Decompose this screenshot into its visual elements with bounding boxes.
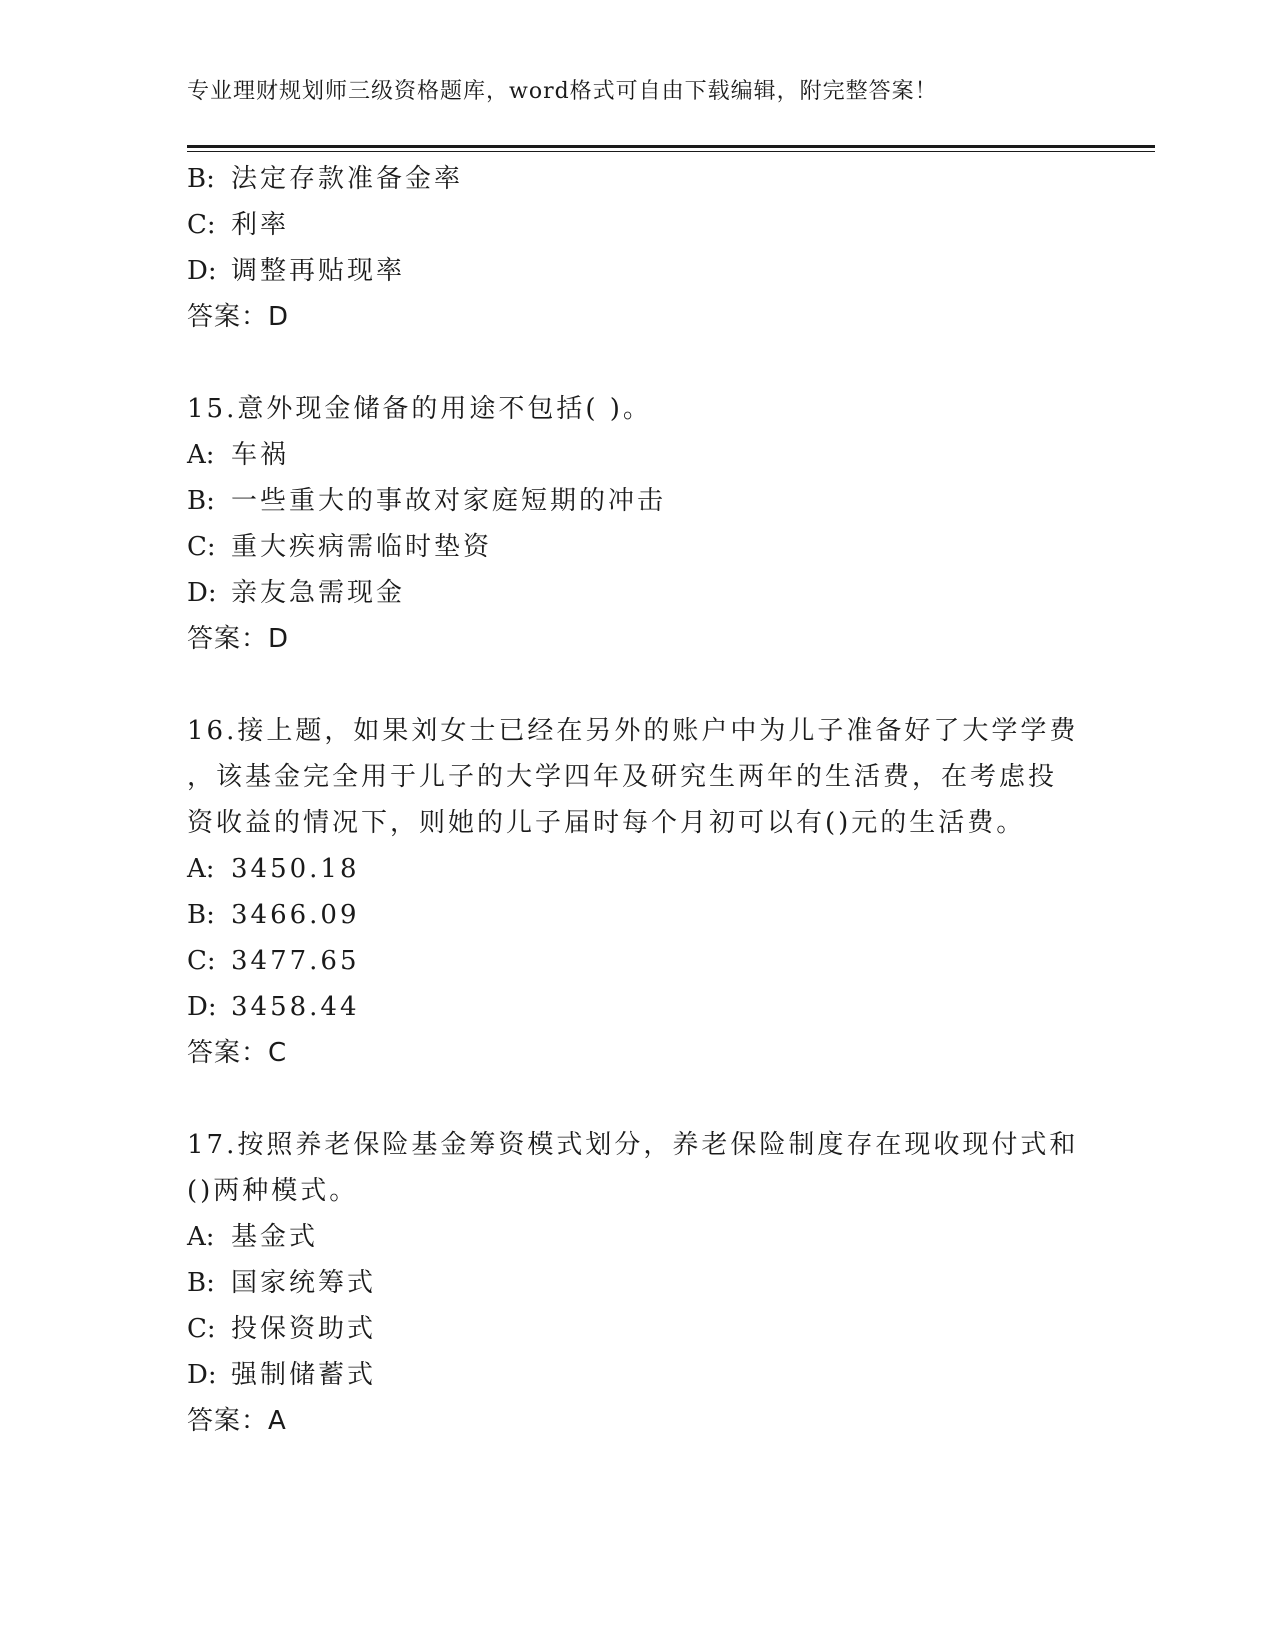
option-text: 投保资助式	[231, 1314, 377, 1344]
option-text: 3458.44	[231, 992, 360, 1022]
option-key: B:	[187, 1268, 215, 1298]
question-stem-line-2: ()两种模式。	[187, 1176, 359, 1206]
option-key: C:	[187, 1314, 216, 1344]
option-key: B:	[187, 164, 215, 194]
header-rule-thin	[187, 151, 1155, 152]
answer-line: 答案：D	[187, 624, 290, 654]
option-b	[187, 1260, 1087, 1306]
option-c	[187, 1306, 1087, 1352]
question-15	[187, 386, 1087, 662]
answer-line: 答案：C	[187, 1038, 288, 1068]
option-text: 法定存款准备金率	[231, 164, 464, 194]
option-text: 国家统筹式	[231, 1268, 377, 1298]
option-b	[187, 156, 1087, 202]
option-d	[187, 570, 1087, 616]
option-c	[187, 524, 1087, 570]
page-header: 专业理财规划师三级资格题库，word格式可自由下载编辑，附完整答案！	[187, 79, 938, 104]
option-text: 3477.65	[231, 946, 360, 976]
option-key: B:	[187, 900, 215, 930]
option-a	[187, 846, 1087, 892]
option-text: 重大疾病需临时垫资	[231, 532, 493, 562]
option-c	[187, 202, 1087, 248]
option-text: 强制储蓄式	[231, 1360, 377, 1390]
option-key: A:	[187, 1222, 215, 1252]
option-key: C:	[187, 946, 216, 976]
question-stem: 15.意外现金储备的用途不包括( )。	[187, 394, 652, 424]
option-text: 基金式	[231, 1222, 319, 1252]
question-stem-line-2: ，该基金完全用于儿子的大学四年及研究生两年的生活费，在考虑投	[187, 762, 1058, 792]
option-key: D:	[187, 992, 217, 1022]
option-key: D:	[187, 578, 217, 608]
option-text: 车祸	[231, 440, 290, 470]
question-14-continued	[187, 156, 1087, 340]
option-key: D:	[187, 1360, 217, 1390]
option-text: 利率	[231, 210, 290, 240]
option-d	[187, 248, 1087, 294]
spacer	[187, 1076, 1087, 1122]
option-d	[187, 1352, 1087, 1398]
spacer	[187, 662, 1087, 708]
option-key: A:	[187, 440, 215, 470]
question-stem-line-3: 资收益的情况下，则她的儿子届时每个月初可以有()元的生活费。	[187, 808, 1026, 838]
question-stem-line-1: 17.按照养老保险基金筹资模式划分，养老保险制度存在现收现付式和	[187, 1130, 1079, 1160]
option-text: 调整再贴现率	[231, 256, 406, 286]
option-b	[187, 892, 1087, 938]
option-c	[187, 938, 1087, 984]
document-body	[187, 156, 1087, 1444]
option-key: B:	[187, 486, 215, 516]
option-key: C:	[187, 210, 216, 240]
option-b	[187, 478, 1087, 524]
answer-line: 答案：A	[187, 1406, 287, 1436]
option-key: A:	[187, 854, 215, 884]
question-stem-line-1: 16.接上题，如果刘女士已经在另外的账户中为儿子准备好了大学学费	[187, 716, 1079, 746]
header-rule-thick	[187, 145, 1155, 148]
option-text: 亲友急需现金	[231, 578, 406, 608]
question-16	[187, 708, 1087, 1076]
answer-line: 答案：D	[187, 302, 290, 332]
option-key: D:	[187, 256, 217, 286]
option-a	[187, 432, 1087, 478]
option-d	[187, 984, 1087, 1030]
option-a	[187, 1214, 1087, 1260]
option-text: 3450.18	[231, 854, 360, 884]
option-key: C:	[187, 532, 216, 562]
option-text: 3466.09	[231, 900, 360, 930]
option-text: 一些重大的事故对家庭短期的冲击	[231, 486, 667, 516]
spacer	[187, 340, 1087, 386]
question-17	[187, 1122, 1087, 1444]
